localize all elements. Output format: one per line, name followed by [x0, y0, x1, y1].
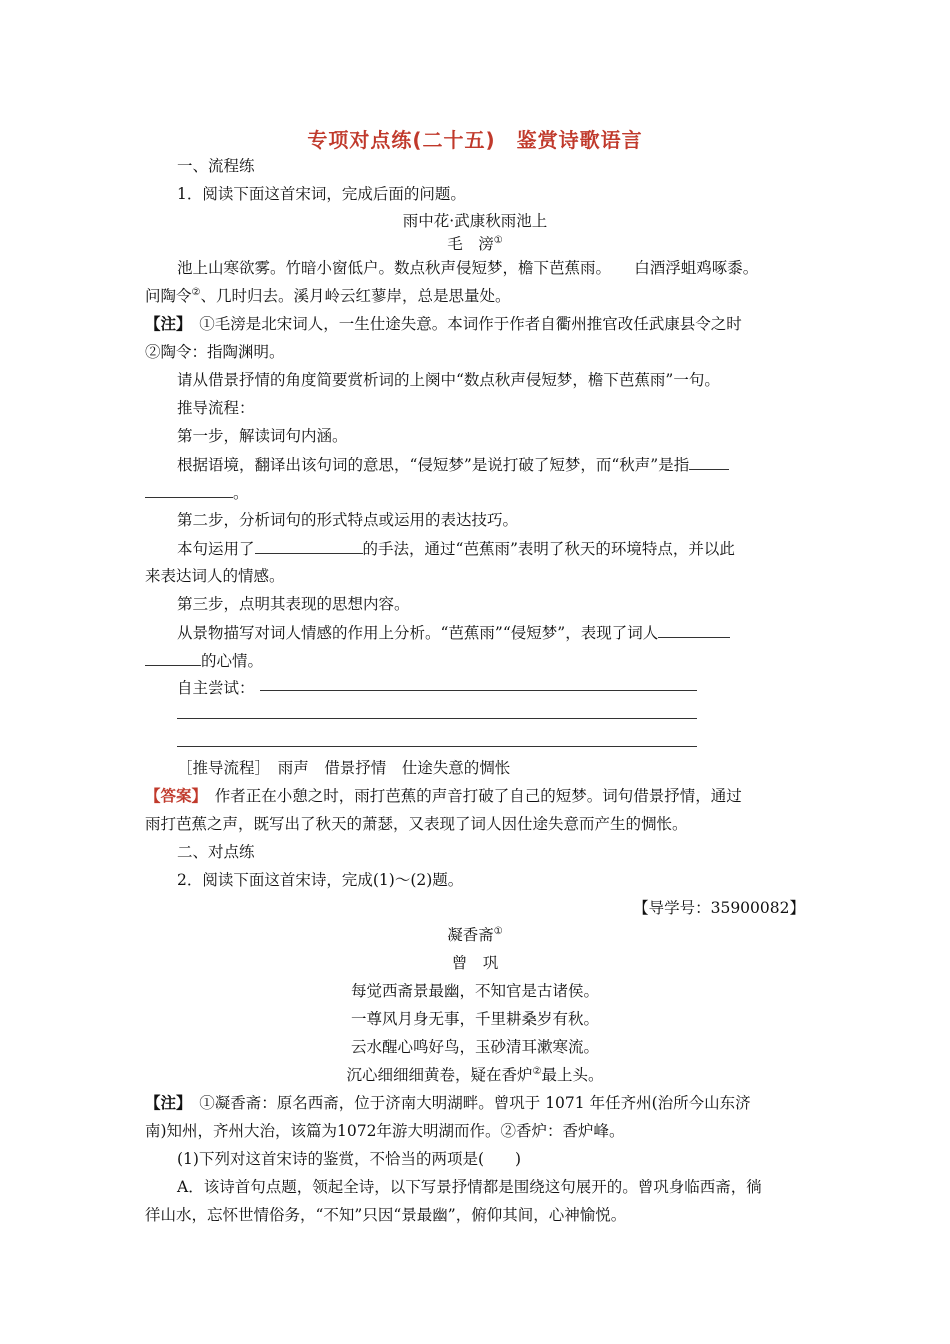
- poem2-verse-4-part-a: 沉心细细细黄卷，疑在香炉: [346, 1066, 533, 1084]
- answer-blank[interactable]: [689, 454, 729, 470]
- option-a-line-2: 徉山水，忘怀世情俗务，“不知”只因“景最幽”，俯仰其间，心神愉悦。: [145, 1206, 627, 1224]
- answer-blank[interactable]: [145, 650, 201, 666]
- note-label: 【注】: [145, 314, 184, 333]
- step2-text: [177, 538, 735, 559]
- poem2-verse-4: [0, 1065, 950, 1085]
- step3-text-cont: [145, 650, 263, 671]
- step1-heading: 第一步，解读词句内涵。: [177, 427, 348, 445]
- section1-heading: 一、流程练: [177, 157, 255, 175]
- footnote-marker: ①: [493, 234, 503, 246]
- question1-text: 请从借景抒情的角度简要赏析词的上阕中“数点秋声侵短梦，檐下芭蕉雨”一句。: [177, 371, 720, 389]
- step3-text-part: 从景物描写对词人情感的作用上分析。“芭蕉雨”“侵短梦”，表现了词人: [177, 624, 659, 642]
- poem2-author: 曾 巩: [451, 954, 499, 972]
- step2-text-cont: 来表达词人的情感。: [145, 567, 285, 585]
- note1-line-1: [145, 314, 742, 334]
- footnote-marker: ②: [191, 286, 201, 298]
- answer-line-2: 雨打芭蕉之声，既写出了秋天的萧瑟，又表现了词人因仕途失意而产生的惆怅。: [145, 815, 688, 833]
- poem1-line-2-part-b: 、几时归去。溪月岭云红蓼岸，总是思量处。: [200, 287, 511, 305]
- question1-intro: 1．阅读下面这首宋词，完成后面的问题。: [177, 185, 466, 203]
- step1-text: [177, 454, 729, 475]
- guide-number: 【导学号：35900082】: [633, 899, 805, 917]
- step3-text-end: 的心情。: [201, 652, 264, 670]
- poem1-line-2-part-a: 问陶令: [145, 287, 192, 305]
- poem1-line-1: 池上山寒欲雾。竹暗小窗低户。数点秋声侵短梦，檐下芭蕉雨。 白酒浮蛆鸡啄黍。: [177, 259, 759, 277]
- poem2-verse-2: 一尊风月身无事，千里耕桑岁有秋。: [350, 1010, 599, 1028]
- answer-blank[interactable]: [658, 622, 730, 638]
- poem1-author: [0, 234, 950, 254]
- step3-text: [177, 622, 730, 643]
- self-try-line-1[interactable]: [260, 690, 697, 691]
- self-try-line-2[interactable]: [177, 718, 697, 719]
- step1-text-part: 根据语境，翻译出该句词的意思，“侵短梦”是说打破了短梦，而“秋声”是指: [177, 456, 690, 474]
- note1-line-2: ②陶令：指陶渊明。: [145, 343, 285, 361]
- option-a-line-1: A．该诗首句点题，领起全诗，以下写景抒情都是围绕这句展开的。曾巩身临西斋，徜: [177, 1178, 762, 1196]
- footnote-marker: ①: [493, 925, 503, 937]
- footnote-marker: ②: [532, 1065, 542, 1077]
- note-label: 【注】: [145, 1093, 184, 1112]
- answer-label: 【答案】: [145, 786, 200, 805]
- note2-line-2: 南)知州，齐州大治，该篇为1072年游大明湖而作。②香炉：香炉峰。: [145, 1122, 625, 1140]
- sub-question-1: (1)下列对这首宋诗的鉴赏，不恰当的两项是( ): [177, 1150, 522, 1168]
- note2-line-1: [145, 1093, 751, 1113]
- question2-intro: 2．阅读下面这首宋诗，完成(1)～(2)题。: [177, 871, 464, 889]
- step1-text-end: 。: [233, 484, 249, 502]
- self-try-line-3[interactable]: [177, 746, 697, 747]
- step1-text-cont: [145, 482, 249, 503]
- poem2-verse-4-part-b: 最上头。: [541, 1066, 604, 1084]
- page-title: 专项对点练(二十五) 鉴赏诗歌语言: [307, 128, 643, 152]
- poem2-title: [0, 925, 950, 945]
- poem2-verse-3: 云水醒心鸣好鸟，玉砂清耳漱寒流。: [350, 1038, 599, 1056]
- step2-text-part: 的手法，通过“芭蕉雨”表明了秋天的环境特点，并以此: [362, 540, 735, 558]
- poem2-verse-1: 每觉西斋景最幽，不知官是古诸侯。: [350, 982, 599, 1000]
- answer-blank[interactable]: [145, 482, 233, 498]
- poem2-title-text: 凝香斋: [447, 926, 494, 944]
- poem1-title: 雨中花·武康秋雨池上: [402, 212, 548, 230]
- answer-text: 作者正在小憩之时，雨打芭蕉的声音打破了自己的短梦。词句借景抒情，通过: [199, 787, 742, 805]
- self-try-label: 自主尝试：: [177, 679, 255, 697]
- note2-text: ①凝香斋：原名西斋，位于济南大明湖畔。曾巩于 1071 年任齐州(治所今山东济: [183, 1094, 751, 1112]
- step2-text-part: 本句运用了: [177, 540, 255, 558]
- section2-heading: 二、对点练: [177, 843, 255, 861]
- answer-line-1: [145, 786, 742, 806]
- poem1-author-name: 毛 滂: [447, 235, 494, 253]
- derive-label: 推导流程：: [177, 399, 255, 417]
- derive-answer: ［推导流程］ 雨声 借景抒情 仕途失意的惆怅: [177, 759, 511, 777]
- step3-heading: 第三步，点明其表现的思想内容。: [177, 595, 410, 613]
- note1-text: ①毛滂是北宋词人，一生仕途失意。本词作于作者自衢州推官改任武康县令之时: [183, 315, 742, 333]
- answer-blank[interactable]: [255, 538, 363, 554]
- step2-heading: 第二步，分析词句的形式特点或运用的表达技巧。: [177, 511, 519, 529]
- poem1-line-2: [145, 286, 511, 306]
